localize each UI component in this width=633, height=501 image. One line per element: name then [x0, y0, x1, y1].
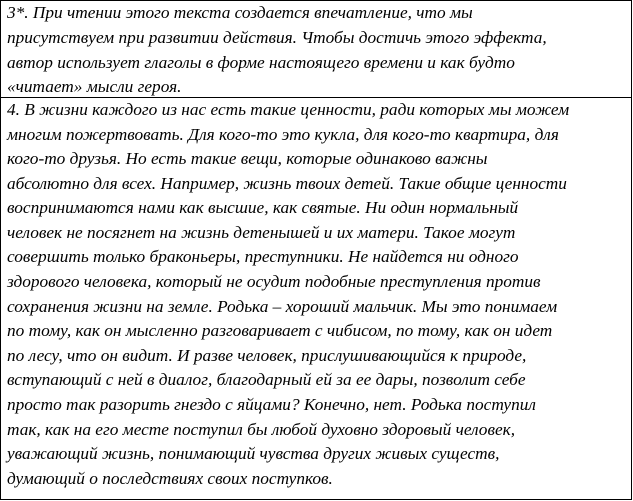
text-line: просто так разорить гнездо с яйцами? Конечно, нет. Родька поступил [7, 394, 536, 414]
text-line: автор использует глаголы в форме настоящего времени и как будто [7, 52, 515, 72]
text-line: многим пожертвовать. Для кого-то это кукла, для кого-то квартира, для [7, 124, 559, 144]
text-line: по тому, как он мысленно разговаривает с чибисом, по тому, как он идет [7, 321, 553, 341]
text-line: «читает» мысли героя. [7, 77, 182, 97]
table-cell-answer-4 [1, 98, 631, 500]
text-line: уважающий жизнь, понимающий чувства других живых существ, [7, 444, 500, 464]
text-line: по лесу, что он видит. И разве человек, прислушивающийся к природе, [7, 345, 527, 365]
text-line: абсолютно для всех. Например, жизнь твоих детей. Такие общие ценности [7, 173, 567, 193]
text-line: 4. В жизни каждого из нас есть такие ценности, ради которых мы можем [7, 100, 570, 119]
text-line: совершить только браконьеры, преступники. Не найдется ни одного [7, 247, 519, 267]
text-line: здорового человека, который не осудит подобные преступления против [7, 272, 541, 292]
text-line: кого-то друзья. Но есть такие вещи, которые одинаково важны [7, 149, 488, 169]
text-line: человек не посягнет на жизнь детенышей и их матери. Такое могут [7, 222, 516, 242]
text-line: вступающий с ней в диалог, благодарный ей за ее дары, позволит себе [7, 370, 526, 390]
text-line: 3*. При чтении этого текста создается впечатление, что мы [7, 3, 473, 22]
table-cell-answer-3 [1, 1, 631, 98]
text-line: воспринимаются нами как высшие, как святые. Ни один нормальный [7, 198, 519, 218]
text-line: сохранения жизни на земле. Родька – хороший мальчик. Мы это понимаем [7, 296, 558, 316]
text-line: думающий о последствиях своих поступков. [7, 468, 333, 488]
text-line: присутствуем при развитии действия. Чтобы достичь этого эффекта, [7, 27, 547, 47]
text-line: так, как на его месте поступил бы любой духовно здоровый человек, [7, 419, 516, 439]
